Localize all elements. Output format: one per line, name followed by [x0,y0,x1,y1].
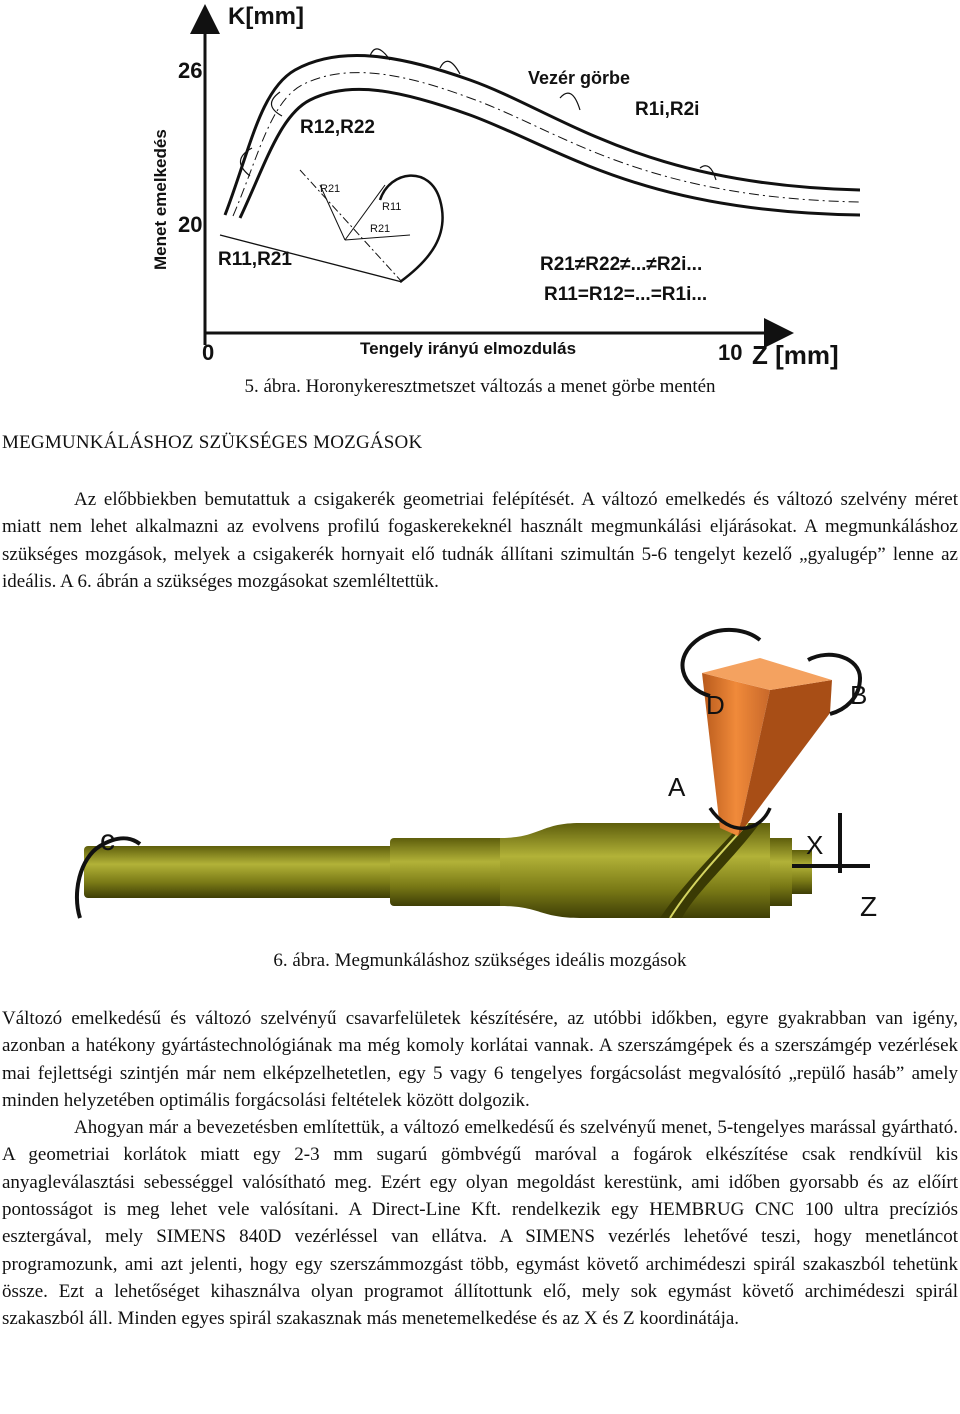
paragraph-3: Ahogyan már a bevezetésben említettük, a változó emelkedésű és szelvényű menet, 5-tengelyes marással gyártható. A geometriai korlátok miatt egy 2-3 mm sugarú gömbvégű maróval a fogárok elkészítése csak rendkívül kis anyagleválasztási sebességgel valósítható meg. Ezért egy olyan megoldást kerestünk, ami időben gyorsabb és az előírt pontosságot is meg lehet vele valósítani. A Direct-Line Kft. rendelkezik egy HEMBRUG CNC 100 ultra precíziós esztergával, mely SIMENS 840D vezérléssel van ellátva. A SIMENS vezérlés lehetővé teszi, hogy menetláncot programozunk, ami azt jelenti, hogy egy szerszámmozgást több, egymást követő archimédeszi spirál szakaszból tehetünk össze. Ezt a lehetőséget kihasználva olyan programot állítottunk elő, mely sok egymást követő archimédeszi spirál szakaszból áll. Minden egyes spirál szakasznak más menetemelkedése és az X és Z koordinátája. [2,1117,958,1330]
x-tick-0: 0 [202,340,215,365]
label-x: X [806,830,824,860]
body-text [2,1005,958,1333]
y-axis-title: Menet emelkedés [151,129,170,270]
figure-6-illustration [70,618,890,940]
equality-formula: R11=R12=...=R1i... [544,284,708,305]
shaft-step [390,838,508,906]
label-small-r11: R11 [382,201,402,213]
paragraph-1: Az előbbiekben bemutattuk a csigakerék geometriai felépítését. A változó emelkedés és változó szelvény méret miatt nem lehet alkalmazni az evolvens profilú fogaskerekeknél használt megmunkálási eljárásokat. A megmunkáláshoz szükséges mozgások, melyek a csigakerék hornyait elő tudnák állítani szimultán 5-6 tengelyt kezelő „gyalugép” lenne az ideális. A 6. ábrán a szükséges mozgásokat szemléltettük. [2,489,958,592]
label-a: A [668,772,686,802]
y-tick-26: 26 [178,58,203,83]
label-d: D [706,690,725,720]
figure-5-caption: 5. ábra. Horonykeresztmetszet változás a menet görbe mentén [244,376,716,397]
shaft-end-collar [770,838,792,906]
shaft-thin-section [84,846,404,898]
y-tick-20: 20 [178,212,203,237]
x-axis-label: Z [mm] [752,340,839,370]
label-r12-r22: R12,R22 [300,117,375,138]
figure-6-caption: 6. ábra. Megmunkáláshoz szükséges ideális mozgások [273,950,687,971]
label-r11-r21: R11,R21 [218,249,292,270]
y-axis-label: K[mm] [228,3,304,30]
section-line-4 [345,235,410,240]
paragraph-2: Változó emelkedésű és változó szelvényű csavarfelületek készítésére, az utóbbi időkben, egyre gyakrabban van igény, azonban a hatékony gyártástechnológiának ma még komoly korlátai vannak. A szerszámgépek és a szerszámgép vezérlések mai fejlettségi szintjén már nem elképzelhetetlen, egy 5 vagy 6 tengelyes forgácsolást megvalósító „repülő hasáb” amely minden helyzetében optimális forgácsolási feltételek között dolgozik. [2,1008,958,1111]
x-axis-title: Tengely irányú elmozdulás [360,339,577,358]
section-heading: MEGMUNKÁLÁSHOZ SZÜKSÉGES MOZGÁSOK [2,432,423,453]
label-curve: Vezér görbe [528,68,631,88]
x-tick-10: 10 [718,340,743,365]
label-c: c [100,824,115,857]
profile-2 [271,92,282,116]
profile-5 [560,93,580,110]
groove-inner-curve [240,89,860,218]
label-b: B [850,680,868,710]
label-small-r21-b: R21 [370,223,391,235]
figure-5-diagram [140,0,860,375]
label-r1i-r2i: R1i,R2i [635,99,700,120]
inequality-formula: R21≠R22≠...≠R2i... [540,254,703,275]
label-small-r21-a: R21 [320,183,341,195]
label-z: Z [860,891,878,922]
